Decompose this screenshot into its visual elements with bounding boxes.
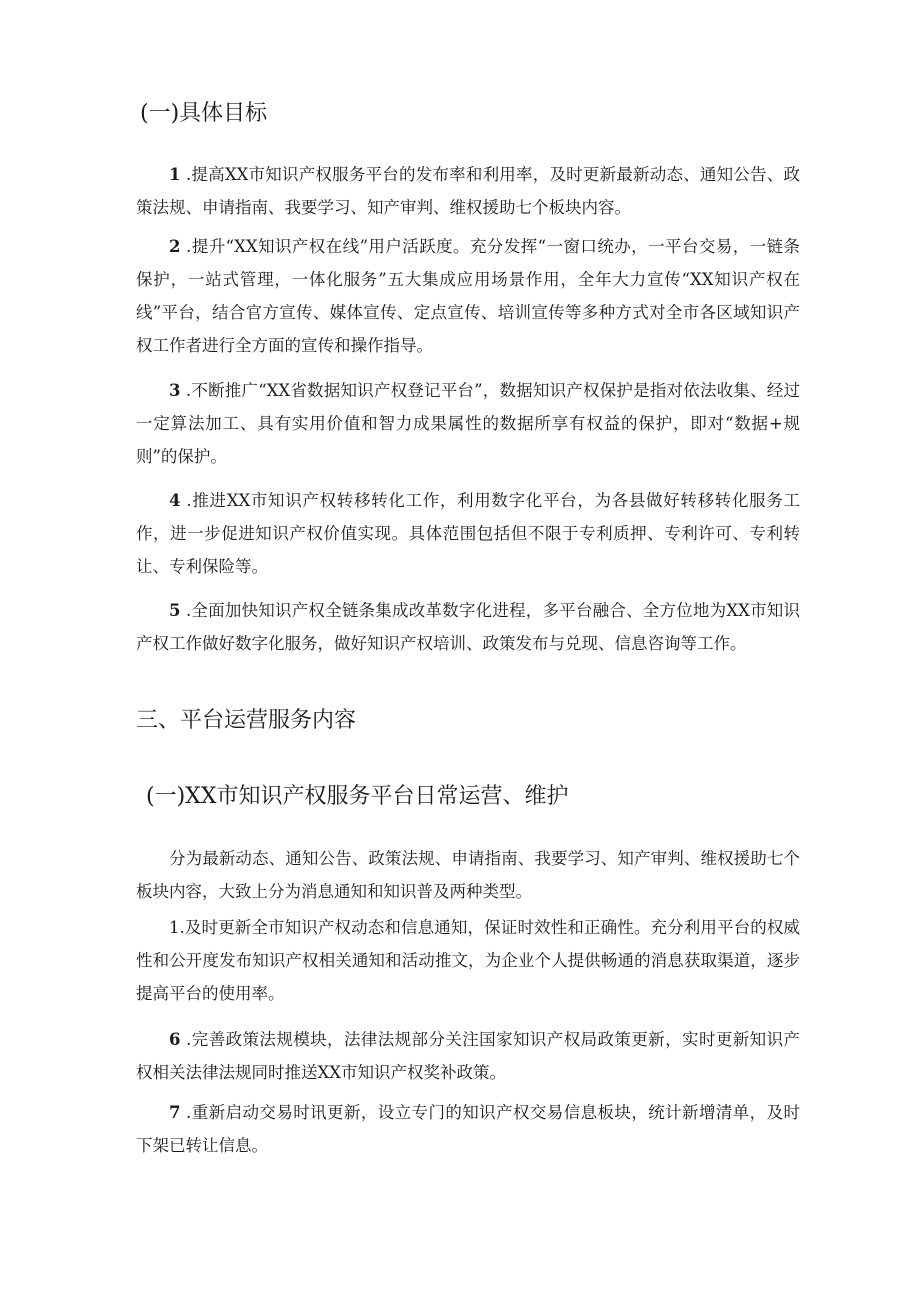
goal-item-text: .推进XX市知识产权转移转化工作，利用数字化平台，为各县做好转移转化服务工作，进一步促进知识产权价值实现。具体范围包括但不限于专利质押、专利许可、专利转让、专利保险等。 <box>136 491 800 576</box>
goal-item-number: 3 <box>169 381 181 400</box>
operation-item-7 <box>136 1096 800 1162</box>
goal-item-4 <box>136 484 800 583</box>
operation-item-6 <box>136 1023 800 1089</box>
goal-item-number: 5 <box>169 601 181 620</box>
goal-item-text: .提升“XX知识产权在线”用户活跃度。充分发挥“一窗口统办，一平台交易，一链条保护，一站式管理，一体化服务”五大集成应用场景作用，全年大力宣传“XX知识产权在线”平台，结合官方宣传、媒体宣传、定点宣传、培训宣传等多种方式对全市各区域知识产权工作者进行全方面的宣传和操作指导。 <box>136 237 800 355</box>
goal-item-number: 1 <box>169 165 181 184</box>
goal-item-number: 4 <box>169 491 181 510</box>
operation-item-text: .完善政策法规模块，法律法规部分关注国家知识产权局政策更新，实时更新知识产权相关法律法规同时推送XX市知识产权奖补政策。 <box>136 1030 800 1082</box>
goal-item-text: .不断推广“XX省数据知识产权登记平台”，数据知识产权保护是指对依法收集、经过一定算法加工、具有实用价值和智力成果属性的数据所享有权益的保护，即对“数据+规则”的保护。 <box>136 381 800 466</box>
goal-item-2 <box>136 230 800 362</box>
operation-item-1 <box>136 911 800 1010</box>
section-heading-specific-goals: (一)具体目标 <box>140 101 268 126</box>
goal-item-text: .提高XX市知识产权服务平台的发布率和利用率，及时更新最新动态、通知公告、政策法规、申请指南、我要学习、知产审判、维权援助七个板块内容。 <box>136 165 800 217</box>
goal-item-5 <box>136 594 800 660</box>
operation-item-number: 7 <box>169 1103 181 1122</box>
operation-item-text: 1.及时更新全市知识产权动态和信息通知，保证时效性和正确性。充分利用平台的权威性和公开度发布知识产权相关通知和活动推文，为企业个人提供畅通的消息获取渠道，逐步提高平台的使用率。 <box>136 918 800 1003</box>
operation-item-text: .重新启动交易时讯更新，设立专门的知识产权交易信息板块，统计新增清单，及时下架已转让信息。 <box>136 1103 800 1155</box>
operation-item-number: 6 <box>169 1030 181 1049</box>
section-heading-platform-services: 三、平台运营服务内容 <box>136 708 357 733</box>
goal-item-1 <box>136 158 800 224</box>
goal-item-3 <box>136 374 800 473</box>
operation-intro: 分为最新动态、通知公告、政策法规、申请指南、我要学习、知产审判、维权援助七个板块内容，大致上分为消息通知和知识普及两种类型。 <box>136 849 800 901</box>
section-heading-daily-operation: (一)XX市知识产权服务平台日常运营、维护 <box>146 784 569 809</box>
goal-item-text: .全面加快知识产权全链条集成改革数字化进程，多平台融合、全方位地为XX市知识产权工作做好数字化服务，做好知识产权培训、政策发布与兑现、信息咨询等工作。 <box>136 601 800 653</box>
goal-item-number: 2 <box>169 237 181 256</box>
